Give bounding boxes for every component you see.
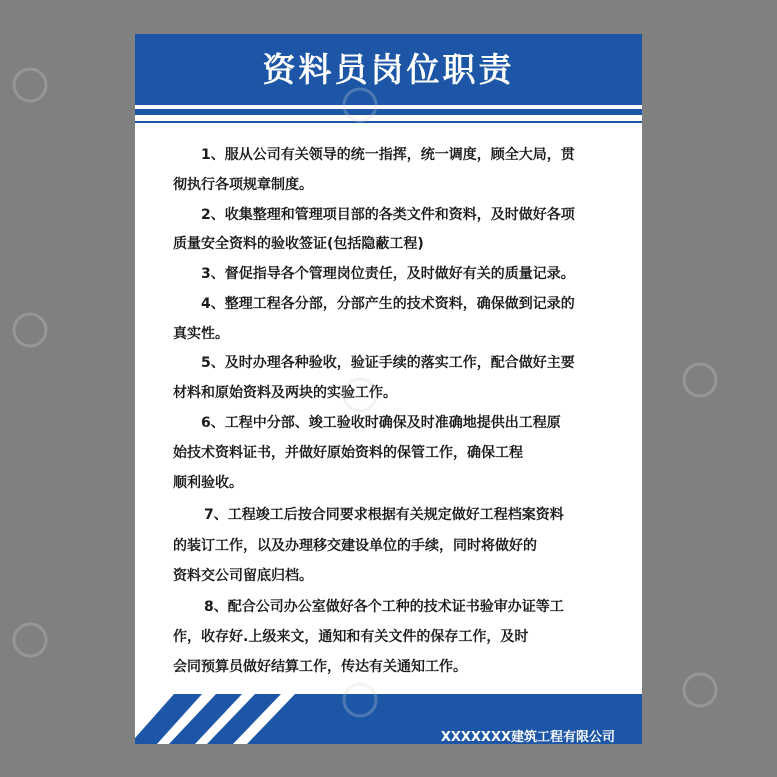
duty-line: 始技术资料证书，并做好原始资料的保管工作，确保工程 (173, 445, 523, 461)
duty-line: 3、督促指导各个管理岗位责任，及时做好有关的质量记录。 (201, 266, 575, 282)
duty-line: 1、服从公司有关领导的统一指挥，统一调度，顾全大局，贯 (201, 147, 575, 163)
header-divider (135, 121, 642, 123)
duty-line: 顺利验收。 (173, 475, 243, 491)
duty-line: 真实性。 (173, 326, 229, 342)
duty-line: 作，收存好.上级来文，通知和有关文件的保存工作，及时 (173, 629, 529, 645)
duty-line: 5、及时办理各种验收，验证手续的落实工作，配合做好主要 (201, 355, 575, 371)
duty-line: 材料和原始资料及两块的实验工作。 (173, 385, 397, 401)
duty-line: 质量安全资料的验收签证(包括隐蔽工程) (173, 236, 424, 252)
sign-title: 资料员岗位职责 (262, 50, 515, 89)
company-name: XXXXXXX建筑工程有限公司 (440, 730, 615, 744)
duty-line: 7、工程竣工后按合同要求根据有关规定做好工程档案资料 (204, 507, 564, 523)
duty-line: 8、配合公司办公室做好各个工种的技术证书验审办证等工 (204, 599, 564, 615)
duty-sign-board (135, 34, 642, 744)
duty-line: 2、收集整理和管理项目部的各类文件和资料，及时做好各项 (201, 207, 575, 223)
duty-line: 6、工程中分部、竣工验收时确保及时准确地提供出工程原 (201, 415, 561, 431)
header-stripe (135, 109, 642, 115)
title-banner (135, 34, 642, 105)
duty-line: 4、整理工程各分部，分部产生的技术资料，确保做到记录的 (201, 296, 575, 312)
duty-line: 的装订工作，以及办理移交建设单位的手续，同时将做好的 (173, 538, 537, 554)
duty-line: 会同预算员做好结算工作，传达有关通知工作。 (173, 659, 467, 675)
duty-line: 彻执行各项规章制度。 (173, 177, 313, 193)
duty-line: 资料交公司留底归档。 (173, 568, 313, 584)
